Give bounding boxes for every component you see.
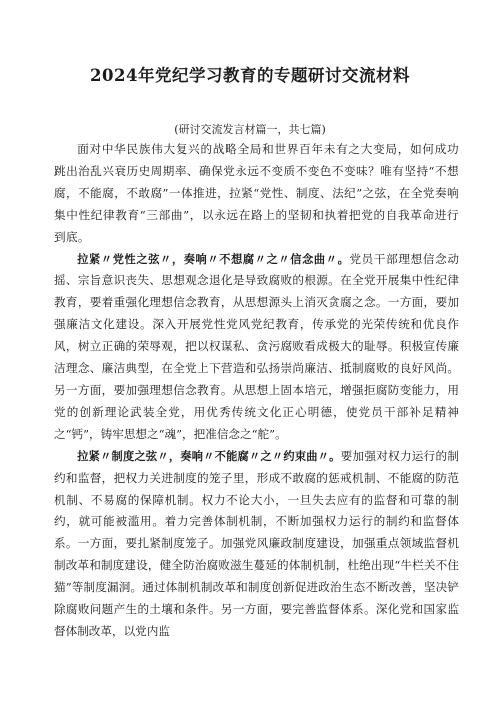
section-heading: 拉紧〃制度之弦〃，奏响〃不能腐〃之〃约束曲〃。 [77, 449, 341, 463]
paragraph-party-spirit [54, 249, 459, 446]
paragraph-text: 要加强对权力运行的制约和监督，把权力关进制度的笼子里，形成不敢腐的惩戒机制、不能腐的防范机制、不易腐的保障机制。权力不论大小，一旦失去应有的监督和可靠的制约，就可能被滥用。着力完善体制机制，不断加强权力运行的制约和监督体系。一方面，要扎紧制度笼子。加强党风廉政制度建设，加强重点领域监督机制改革和制度建设，健全防治腐败滋生蔓延的体制机制，杜绝出现“牛栏关不住猫”等制度漏洞。通过体制机制改革和制度创新促进政治生态不断改善，坚决铲除腐败问题产生的土壤和条件。另一方面，要完善监督体系。深化党和国家监督体制改革，以党内监 [54, 448, 459, 638]
document-subtitle: (研讨交流发言材篇一，共七篇) [174, 123, 326, 136]
paragraph-system [54, 446, 459, 643]
document-body [54, 139, 459, 643]
paragraph-intro [54, 139, 459, 249]
paragraph-text: 面对中华民族伟大复兴的战略全局和世界百年未有之大变局，如何成功跳出治乱兴衰历史周期率、确保党永远不变质不变色不变味？唯有坚持“不想腐，不能腐，不敢腐”一体推进，拉紧“党性、制度、法纪”之弦，在全党奏响集中性纪律教育“三部曲”，以永远在路上的坚韧和执着把党的自我革命进行到底。 [54, 142, 459, 244]
paragraph-text: 党员干部理想信念动摇、宗旨意识丧失、思想观念退化是导致腐败的根源。在全党开展集中性纪律教育，要着重强化理想信念教育，从思想源头上消灭贪腐之念。一方面，要加强廉洁文化建设。深入开展党性党风党纪教育，传承党的光荣传统和优良作风，树立正确的荣辱观，把以权谋私、贪污腐败看成极大的耻辱。积极宣传廉洁理念、廉洁典型，在全党上下营造和弘扬崇尚廉洁、抵制腐败的良好风尚。另一方面，要加强理想信念教育。从思想上固本培元，增强拒腐防变能力，用党的创新理论武装全党，用优秀传统文化正心明德，使党员干部补足精神之“钙”，铸牢思想之“魂”，把准信念之“舵”。 [54, 251, 459, 441]
document-title: 2024年党纪学习教育的专题研讨交流材料 [90, 66, 410, 85]
section-heading: 拉紧〃党性之弦〃，奏响〃不想腐〃之〃信念曲〃。 [77, 252, 350, 266]
